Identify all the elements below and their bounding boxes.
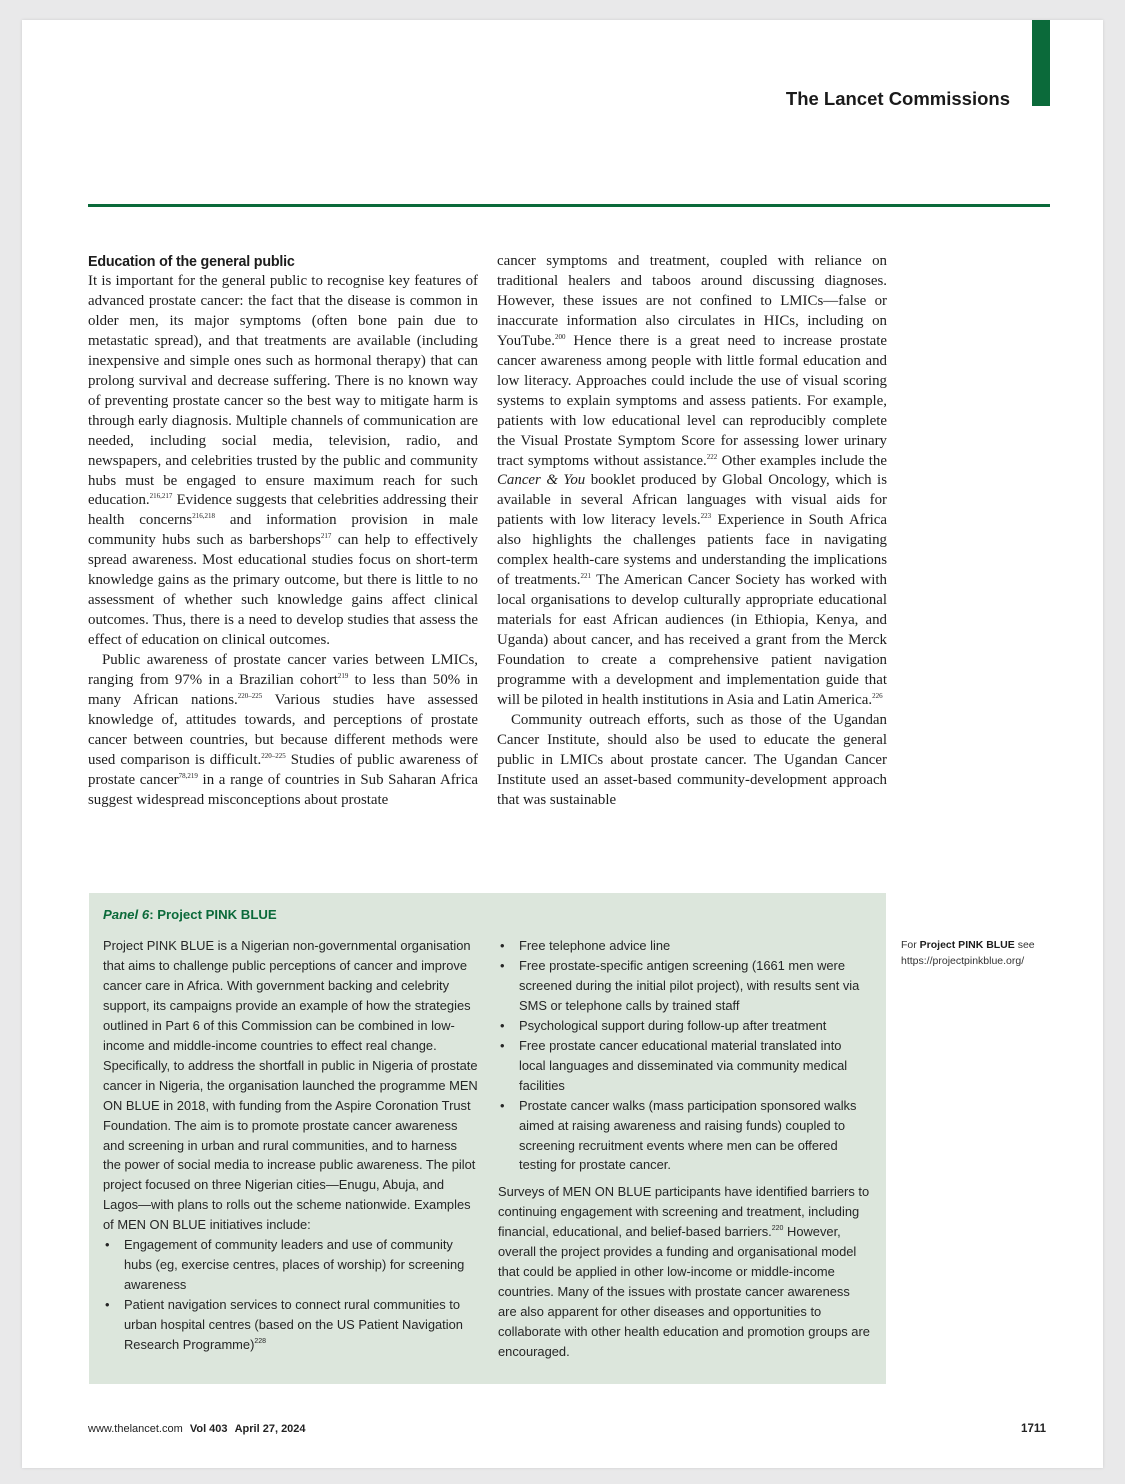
paragraph: Public awareness of prostate cancer varies between LMICs, ranging from 97% in a Brazilian cohort$^{219}$ to less than 50% in many African nations.$^{220-225}$ Various studies have assessed knowledge of, attitudes towards, and perceptions of prostate cancer between countries, but because different methods were used comparison is difficult.$^{220-225}$ Studies of public awareness of prostate cancer$^{78,219}$ in a range of countries in Sub Saharan Africa suggest widespread misconceptions about prostate [88,652,479,808]
list-item: • Psychological support during follow-up after treatment [498,1016,870,1036]
paragraph: Community outreach efforts, such as those of the Ugandan Cancer Institute, should also be used to educate the general public in LMICs about prostate cancer. The Ugandan Cancer Institute used an asset-based community-development approach that was sustainable [497,711,887,808]
panel-conclusion: Surveys of MEN ON BLUE participants have identified barriers to continuing engagement with screening and treatment, including financial, educational, and belief-based barriers.$^{220}$ However, overall the project provides a funding and organisational model that could be applied in other low-income or middle-income countries. Many of the issues with prostate cancer awareness are also apparent for other diseases and opportunities to collaborate with other health education and promotion groups are encouraged. [498,1184,870,1360]
section-color-tab [1032,20,1050,106]
reference-marker[interactable]: 228 [254,1338,267,1346]
initiatives-list [103,1235,478,1355]
panel-box [89,893,886,1384]
list-item: • Patient navigation services to connect rural communities to urban hospital centres (based on the US Patient Navigation Research Programme)$^{228}$ [103,1295,478,1355]
list-item: • Free prostate-specific antigen screening (1661 men were screened during the initial pilot project), with results sent via SMS or telephone calls by trained staff [498,956,870,1016]
reference-marker[interactable]: 216,217 [149,492,173,501]
list-item: • Free telephone advice line [498,936,870,956]
paragraph: It is important for the general public to recognise key features of advanced prostate cancer: the fact that the disease is common in older men, its major symptoms (often bone pain due to metastatic spread), and that treatments are available (including inexpensive and simple ones such as hormonal therapy) that can prolong survival and decrease suffering. There is no known way of preventing prostate cancer so the best way to mitigate harm is through early diagnosis. Multiple channels of communication are needed, including social media, television, radio, and newspapers, and celebrities trusted by the public and community hubs must be engaged to ensure maximum reach for such education.$^{216,217}$ Evidence suggests that celebrities addressing their health concerns$^{216,218}$ and information provision in male community hubs such as barbershops$^{217}$ can help to effectively spread awareness. Most educational studies focus on short-term knowledge gains as the primary outcome, but there is little to no assessment of whether such knowledge gains affect clinical outcomes. Thus, there is a need to develop studies that assess the effect of education on clinical outcomes. [88,273,478,649]
list-item: • Engagement of community leaders and use of community hubs (eg, exercise centres, places of worship) for screening awareness [103,1235,478,1295]
panel-title: Panel 6: Project PINK BLUE [103,907,277,922]
reference-marker[interactable]: 78,219 [178,771,198,780]
reference-marker[interactable]: 226 [872,691,883,700]
reference-marker[interactable]: 222 [706,452,718,461]
header-rule [88,204,1050,207]
section-heading: Education of the general public [88,254,295,270]
footer-date: April 27, 2024 [234,1423,306,1435]
reference-marker[interactable]: 220–225 [261,751,286,760]
booklet-title: Cancer & You [497,472,586,489]
reference-marker[interactable]: 217 [320,532,332,541]
journal-page [22,20,1103,1468]
footer-volume: Vol 403 [189,1423,228,1435]
text-column-left [88,252,478,811]
initiatives-list-continued [498,936,870,1175]
reference-marker[interactable]: 200 [554,332,566,341]
panel-column-right [498,936,870,1362]
footer-site-link[interactable]: www.thelancet.com [88,1423,183,1435]
page-number: 1711 [1021,1423,1046,1435]
margin-note-link[interactable]: https://projectpinkblue.org/ [901,955,1025,967]
paragraph: cancer symptoms and treatment, coupled with reliance on traditional healers and taboos around discussing diagnoses. However, these issues are not confined to LMICs—false or inaccurate information also circulates in HICs, including on YouTube.$^{200}$ Hence there is a great need to increase prostate cancer awareness among people with little formal education and low literacy. Approaches could include the use of visual scoring systems to explain symptoms and assess patients. For example, patients with low educational level can reproducibly complete the Visual Prostate Symptom Score for assessing lower urinary tract symptoms without assistance.$^{222}$ Other examples include the Cancer & You booklet produced by Global Oncology, which is available in several African languages with visual aids for patients with low literacy levels.$^{223}$ Experience in South Africa also highlights the challenges patients face in navigating complex health-care systems and understanding the implications of treatments.$^{221}$ The American Cancer Society has worked with local organisations to develop culturally appropriate educational materials for east African audiences (in Ethiopia, Kenya, and Uganda) about cancer, and has received a grant from the Merck Foundation to create a comprehensive patient navigation programme with a development and implementation guide that will be piloted in health institutions in Asia and Latin America.$^{226}$ [497,253,887,708]
list-item: • Prostate cancer walks (mass participation sponsored walks aimed at raising awareness and raising funds) coupled to screening recruitment events where men can be offered testing for prostate cancer. [498,1096,870,1176]
text-column-right [497,252,887,811]
reference-marker[interactable]: 220 [771,1225,784,1233]
panel-column-left [103,936,478,1355]
reference-marker[interactable]: 219 [337,672,349,681]
reference-marker[interactable]: 220–225 [237,692,263,701]
reference-marker[interactable]: 221 [580,572,591,581]
reference-marker[interactable]: 216,218 [192,512,215,521]
reference-marker[interactable]: 223 [700,512,712,521]
margin-note: For Project PINK BLUE see https://projectpinkblue.org/ [901,939,1035,967]
journal-section-header: The Lancet Commissions [785,88,1010,109]
page-footer [88,1423,306,1435]
panel-intro: Project PINK BLUE is a Nigerian non-governmental organisation that aims to challenge public perceptions of cancer and improve cancer care in Africa. With government backing and celebrity support, its campaigns provide an example of how the strategies outlined in Part 6 of this Commission can be combined in low-income and middle-income countries to effect real change. Specifically, to address the shortfall in public in Nigeria of prostate cancer in Nigeria, the organisation launched the programme MEN ON BLUE in 2018, with funding from the Aspire Coronation Trust Foundation. The aim is to promote prostate cancer awareness and screening in urban and rural communities, and to harness the power of social media to increase public awareness. The pilot project focused on three Nigerian cities—Enugu, Abuja, and Lagos—with plans to rolls out the scheme nationwide. Examples of MEN ON BLUE initiatives include: [103,938,478,1233]
list-item: • Free prostate cancer educational material translated into local languages and disseminated via community medical facilities [498,1036,870,1096]
